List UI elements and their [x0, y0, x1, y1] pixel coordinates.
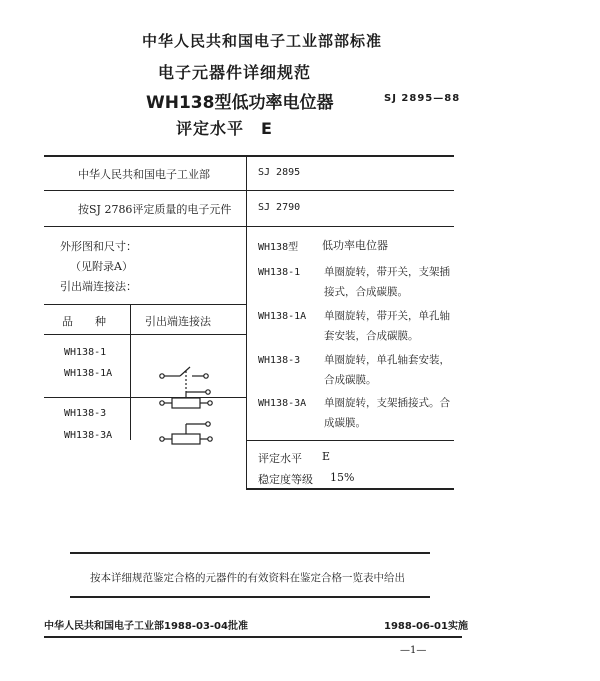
- product-title: WH138型低功率电位器: [146, 93, 334, 113]
- column-divider: [130, 304, 131, 440]
- description-item: [258, 262, 452, 302]
- column-header-terminal: 引出端连接法: [145, 315, 211, 328]
- description-item: [258, 393, 452, 433]
- qualification-note: 按本详细规范鉴定合格的元器件的有效资料在鉴定合格一览表中给出: [90, 572, 405, 584]
- stability-grade-value: 15%: [330, 471, 355, 484]
- row-divider: [44, 190, 454, 191]
- description-text: 单圈旋转，带开关，单孔轴套安装，合成碳膜。: [324, 310, 450, 342]
- appendix-ref: （见附录A）: [70, 260, 133, 273]
- terminal-dot-icon: [208, 401, 212, 405]
- type-code: WH138型: [258, 242, 299, 253]
- terminal-connection-diagram: [150, 362, 220, 454]
- type-name: 低功率电位器: [322, 239, 388, 252]
- assessment-level-label: 评定水平: [258, 452, 302, 465]
- assessment-level-title: 评定水平 E: [176, 119, 273, 138]
- resistor-icon: [172, 434, 200, 444]
- page-bottom-rule: [44, 636, 462, 638]
- approval-statement: 中华人民共和国电子工业部1988-03-04批准: [44, 621, 248, 632]
- variety-item: WH138-3A: [64, 430, 113, 441]
- footer-bottom-rule: [70, 596, 430, 598]
- table-center-divider: [246, 155, 247, 488]
- standard-ref-1: SJ 2895: [258, 167, 301, 178]
- description-code: WH138-1: [258, 267, 301, 278]
- implementation-date: 1988-06-01实施: [384, 621, 468, 632]
- table-top-border: [44, 155, 454, 157]
- terminal-dot-icon: [206, 390, 210, 394]
- row-divider: [44, 226, 454, 227]
- description-code: WH138-3A: [258, 398, 307, 409]
- terminal-dot-icon: [160, 401, 164, 405]
- stability-grade-label: 稳定度等级: [258, 473, 313, 486]
- terminal-dot-icon: [204, 374, 208, 378]
- description-text: 单圈旋转，支架插接式。合成碳膜。: [324, 397, 450, 429]
- quality-basis: 按SJ 2786评定质量的电子元件: [78, 203, 232, 216]
- row-divider: [246, 440, 454, 441]
- variety-item: WH138-1: [64, 347, 107, 358]
- spec-title: 电子元器件详细规范: [158, 63, 312, 82]
- switch-lever-icon: [180, 367, 190, 376]
- terminal-connection-label: 引出端连接法：: [60, 280, 137, 293]
- description-text: 单圈旋转，带开关，支架插接式，合成碳膜。: [324, 266, 450, 298]
- description-item: [258, 350, 452, 390]
- terminal-dot-icon: [208, 437, 212, 441]
- table-bottom-border: [246, 488, 454, 490]
- description-text: 单圈旋转，单孔轴套安装，合成碳膜。: [324, 354, 450, 386]
- page-number: —1—: [400, 645, 427, 656]
- outline-label: 外形图和尺寸：: [60, 240, 137, 253]
- description-code: WH138-1A: [258, 311, 307, 322]
- column-header-variety: 品 种: [62, 315, 106, 328]
- description-item: [258, 306, 452, 346]
- variety-item: WH138-3: [64, 408, 107, 419]
- terminal-dot-icon: [160, 374, 164, 378]
- standard-ref-2: SJ 2790: [258, 202, 301, 213]
- terminal-dot-icon: [206, 422, 210, 426]
- standard-number: SJ 2895—88: [384, 93, 461, 104]
- terminal-dot-icon: [160, 437, 164, 441]
- description-code: WH138-3: [258, 355, 301, 366]
- row-divider: [44, 304, 246, 305]
- department-name: 中华人民共和国电子工业部: [78, 168, 210, 181]
- row-divider: [44, 334, 246, 335]
- assessment-level-value: E: [322, 450, 331, 463]
- resistor-icon: [172, 398, 200, 408]
- footer-top-rule: [70, 552, 430, 554]
- variety-item: WH138-1A: [64, 368, 113, 379]
- org-title: 中华人民共和国电子工业部部标准: [142, 32, 383, 50]
